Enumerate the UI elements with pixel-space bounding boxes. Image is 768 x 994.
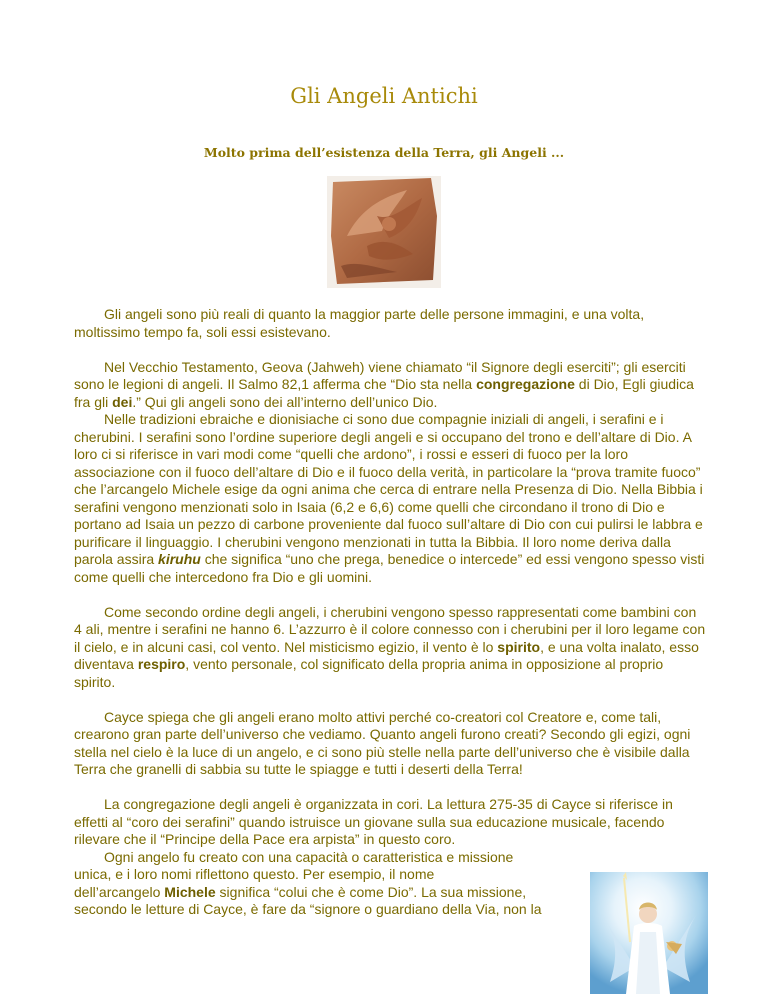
paragraph-6 (74, 796, 707, 849)
paragraph-2-text-e: .” Qui gli angeli sono dei all’interno dell’unico Dio. (132, 393, 438, 410)
paragraph-4-text-a: Come secondo ordine degli angeli, i cherubini vengono spesso rappresentati come bambini con 4 ali, mentre i serafini ne hanno 6. L’azzurro è il colore connesso con i cherubini per il loro legame con il cielo, e in alcuni casi, col vento. Nel misticismo egizio, il vento è lo (74, 603, 706, 655)
paragraph-4 (74, 604, 707, 692)
paragraph-3-text-a: Nelle tradizioni ebraiche e dionisiache ci sono due compagnie iniziali di angeli, i serafini e i cherubini. I serafini sono l’ordine superiore degli angeli e si occupano del trono e dell’altare di Dio. A loro ci si riferisce in vari modi come “quelli che ardono”, i rossi e esseri di fuoco per la loro associazione con il fuoco dell’altare di Dio e il fuoco della verità, in particolare la “prova tramite fuoco” che l’arcangelo Michele esige da ogni anima che cerca di entrare nella Presenza di Dio. Nella Bibbia i serafini vengono menzionati solo in Isaia (6,2 e 6,6) come quelli che circondano il trono di Dio e portano ad Isaia un pezzo di carbone proveniente dal fuoco sull’altare di Dio con cui pulirsi le labbra e purificare il linguaggio. I cherubini vengono menzionati in tutta la Bibbia. Il loro nome deriva dalla parola assira (74, 411, 703, 567)
paragraph-5 (74, 709, 707, 779)
paragraph-7-line-4: secondo le letture di Cayce, è fare da “signore o guardiano della Via, non la (74, 901, 542, 917)
paragraph-7-line-3 (74, 884, 594, 902)
paragraph-2-text-a: Nel Vecchio Testamento, Geova (Jahweh) viene chiamato “il Signore degli eserciti”; gli eserciti sono le legioni di angeli. Il Salmo 82,1 afferma che “Dio sta nella (74, 358, 686, 392)
paragraph-1 (74, 306, 707, 341)
paragraph-7-line-2: unica, e i loro nomi riflettono questo. Per esempio, il nome (74, 866, 435, 882)
paragraph-7-line-1: Ogni angelo fu creato con una capacità o caratteristica e missione (104, 848, 514, 865)
page-subtitle: Molto prima dell’esistenza della Terra, gli Angeli ... (203, 145, 565, 160)
paragraph-4-text-e: , vento personale, col significato della propria anima in opposizione al proprio spirito. (74, 656, 664, 690)
terracotta-relief-image (327, 176, 441, 288)
archangel-painting-image (590, 872, 708, 994)
paragraph-7-bold-michele: Michele (164, 883, 216, 900)
paragraph-4-bold-spirito: spirito (497, 638, 541, 655)
paragraph-1-text: Gli angeli sono più reali di quanto la maggior parte delle persone immagini, e una volta, moltissimo tempo fa, soli essi esistevano. (74, 306, 645, 340)
paragraph-7-line-3-c: significa “colui che è come Dio”. La sua missione, (215, 883, 527, 900)
paragraph-2-bold-dei: dei (112, 393, 133, 410)
paragraph-2 (74, 359, 707, 412)
page-title: Gli Angeli Antichi (290, 84, 478, 108)
paragraph-4-bold-respiro: respiro (137, 656, 186, 672)
paragraph-4-text-c: , e una volta inalato, esso diventava (74, 638, 699, 672)
paragraph-3-bold-kiruhu: kiruhu (158, 551, 201, 567)
article-body (74, 306, 707, 919)
paragraph-6-text: La congregazione degli angeli è organizzata in cori. La lettura 275-35 di Cayce si riferisce in effetti al “coro dei serafini” quando istruisce un giovane sulla sua educazione musicale, facendo rilevare che il “Principe della Pace era arpista” in questo coro. (74, 796, 673, 847)
paragraph-7-line-3-a: dell’arcangelo (74, 883, 165, 900)
paragraph-3-text-c: che significa “uno che prega, benedice o intercede” ed essi vengono spesso visti come quelli che intercedono fra Dio e gli uomini. (74, 551, 705, 585)
paragraph-2-text-c: di Dio, Egli giudica fra gli (74, 376, 694, 410)
paragraph-7 (74, 849, 594, 919)
paragraph-2-bold-congregazione: congregazione (476, 376, 575, 392)
paragraph-3 (74, 411, 707, 586)
paragraph-5-text: Cayce spiega che gli angeli erano molto attivi perché co-creatori col Creatore e, come tali, crearono gran parte dell’universo che vediamo. Quanto angeli furono creati? Secondo gli egizi, ogni stella nel cielo è la luce di un angelo, e ci sono più stelle nella parte dell’universo che è visibile dalla Terra che granelli di sabbia su tutte le spiagge e tutti i deserti della Terra! (74, 708, 691, 777)
